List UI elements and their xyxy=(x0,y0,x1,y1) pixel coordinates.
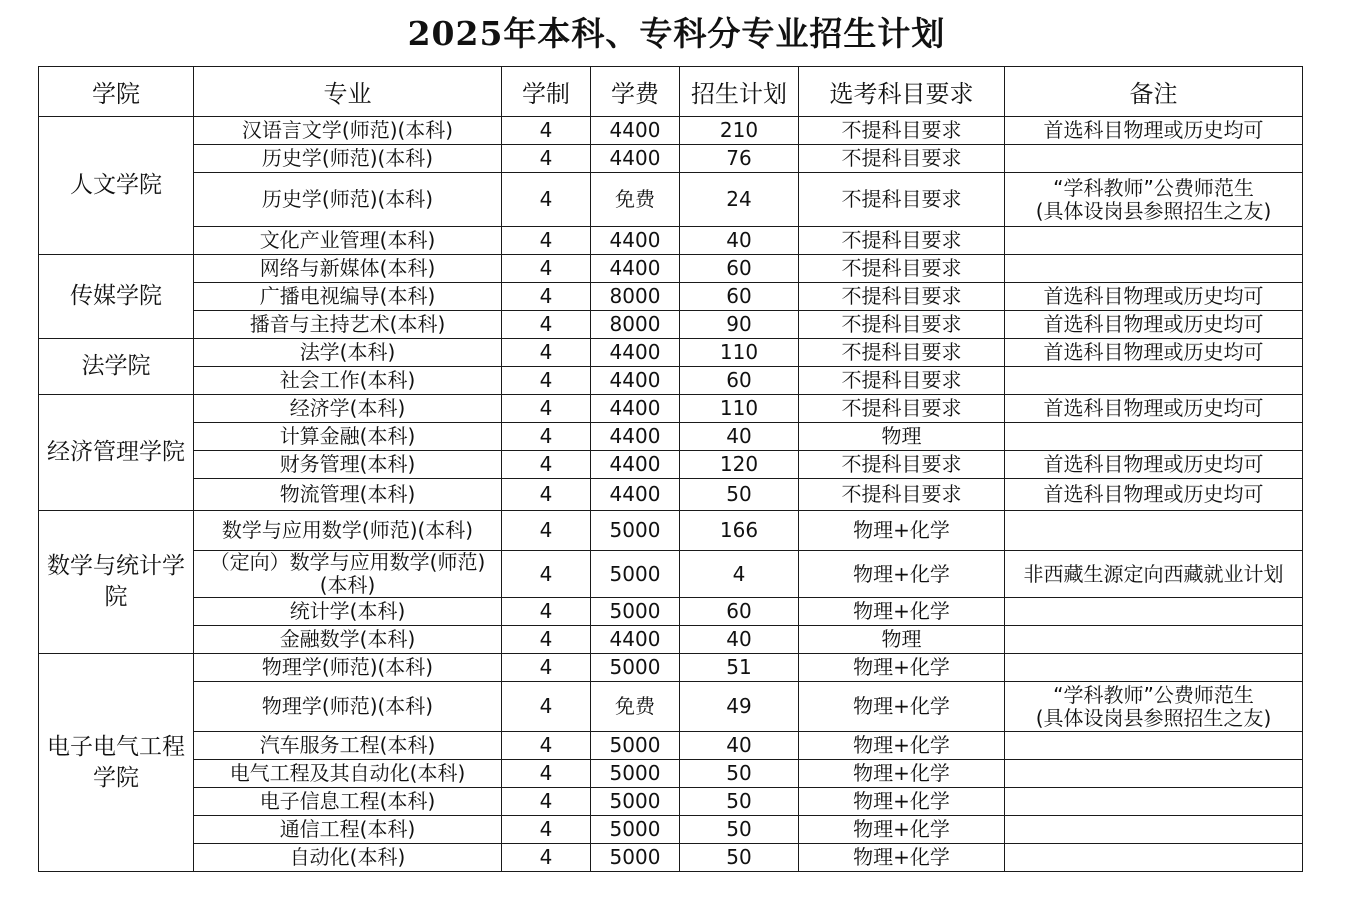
years-cell: 4 xyxy=(502,816,591,844)
header-quota: 招生计划 xyxy=(680,67,799,117)
note-cell xyxy=(1005,255,1303,283)
major-cell: 法学(本科) xyxy=(194,339,502,367)
note-cell xyxy=(1005,598,1303,626)
enrollment-plan-table xyxy=(38,66,1303,872)
note-cell xyxy=(1005,423,1303,451)
major-cell: 汽车服务工程(本科) xyxy=(194,732,502,760)
major-cell: 数学与应用数学(师范)(本科) xyxy=(194,511,502,551)
requirement-cell: 物理+化学 xyxy=(799,816,1005,844)
years-cell: 4 xyxy=(502,844,591,872)
table-row xyxy=(39,682,1303,732)
quota-cell: 60 xyxy=(680,255,799,283)
note-cell: 首选科目物理或历史均可 xyxy=(1005,451,1303,479)
major-cell: 播音与主持艺术(本科) xyxy=(194,311,502,339)
major-cell: 金融数学(本科) xyxy=(194,626,502,654)
note-cell: 首选科目物理或历史均可 xyxy=(1005,479,1303,511)
requirement-cell: 物理+化学 xyxy=(799,598,1005,626)
years-cell: 4 xyxy=(502,145,591,173)
table-row xyxy=(39,227,1303,255)
major-cell: 汉语言文学(师范)(本科) xyxy=(194,117,502,145)
note-cell: “学科教师”公费师范生 (具体设岗县参照招生之友) xyxy=(1005,173,1303,227)
fee-cell: 5000 xyxy=(591,654,680,682)
header-requirement: 选考科目要求 xyxy=(799,67,1005,117)
fee-cell: 5000 xyxy=(591,844,680,872)
requirement-cell: 不提科目要求 xyxy=(799,283,1005,311)
years-cell: 4 xyxy=(502,117,591,145)
table-row xyxy=(39,654,1303,682)
fee-cell: 5000 xyxy=(591,551,680,598)
fee-cell: 4400 xyxy=(591,117,680,145)
fee-cell: 4400 xyxy=(591,626,680,654)
years-cell: 4 xyxy=(502,423,591,451)
fee-cell: 免费 xyxy=(591,682,680,732)
years-cell: 4 xyxy=(502,395,591,423)
table-row xyxy=(39,598,1303,626)
years-cell: 4 xyxy=(502,654,591,682)
table-row xyxy=(39,479,1303,511)
fee-cell: 4400 xyxy=(591,451,680,479)
note-cell xyxy=(1005,760,1303,788)
requirement-cell: 物理 xyxy=(799,423,1005,451)
years-cell: 4 xyxy=(502,479,591,511)
quota-cell: 90 xyxy=(680,311,799,339)
table-row xyxy=(39,395,1303,423)
requirement-cell: 不提科目要求 xyxy=(799,479,1005,511)
header-years: 学制 xyxy=(502,67,591,117)
major-cell: （定向）数学与应用数学(师范)(本科) xyxy=(194,551,502,598)
requirement-cell: 不提科目要求 xyxy=(799,311,1005,339)
years-cell: 4 xyxy=(502,732,591,760)
quota-cell: 60 xyxy=(680,283,799,311)
major-cell: 电气工程及其自动化(本科) xyxy=(194,760,502,788)
header-major: 专业 xyxy=(194,67,502,117)
note-cell xyxy=(1005,626,1303,654)
years-cell: 4 xyxy=(502,367,591,395)
college-name: 法学院 xyxy=(39,339,194,395)
requirement-cell: 物理+化学 xyxy=(799,551,1005,598)
note-cell xyxy=(1005,511,1303,551)
quota-cell: 40 xyxy=(680,732,799,760)
fee-cell: 4400 xyxy=(591,145,680,173)
requirement-cell: 不提科目要求 xyxy=(799,117,1005,145)
fee-cell: 4400 xyxy=(591,339,680,367)
note-cell xyxy=(1005,816,1303,844)
years-cell: 4 xyxy=(502,311,591,339)
major-cell: 通信工程(本科) xyxy=(194,816,502,844)
table-row xyxy=(39,760,1303,788)
years-cell: 4 xyxy=(502,511,591,551)
fee-cell: 4400 xyxy=(591,479,680,511)
major-cell: 文化产业管理(本科) xyxy=(194,227,502,255)
quota-cell: 40 xyxy=(680,423,799,451)
table-row xyxy=(39,255,1303,283)
note-cell xyxy=(1005,844,1303,872)
quota-cell: 50 xyxy=(680,479,799,511)
fee-cell: 4400 xyxy=(591,423,680,451)
fee-cell: 4400 xyxy=(591,367,680,395)
requirement-cell: 不提科目要求 xyxy=(799,339,1005,367)
requirement-cell: 物理+化学 xyxy=(799,844,1005,872)
major-cell: 计算金融(本科) xyxy=(194,423,502,451)
table-row xyxy=(39,732,1303,760)
years-cell: 4 xyxy=(502,551,591,598)
requirement-cell: 不提科目要求 xyxy=(799,145,1005,173)
major-cell: 物理学(师范)(本科) xyxy=(194,654,502,682)
fee-cell: 8000 xyxy=(591,311,680,339)
note-cell xyxy=(1005,227,1303,255)
quota-cell: 50 xyxy=(680,816,799,844)
fee-cell: 5000 xyxy=(591,760,680,788)
major-cell: 电子信息工程(本科) xyxy=(194,788,502,816)
note-cell: 首选科目物理或历史均可 xyxy=(1005,395,1303,423)
college-name: 传媒学院 xyxy=(39,255,194,339)
quota-cell: 110 xyxy=(680,339,799,367)
note-cell: 首选科目物理或历史均可 xyxy=(1005,339,1303,367)
major-cell: 历史学(师范)(本科) xyxy=(194,173,502,227)
table-row xyxy=(39,511,1303,551)
page-title: 2025年本科、专科分专业招生计划 xyxy=(407,14,946,53)
quota-cell: 76 xyxy=(680,145,799,173)
header-row xyxy=(39,67,1303,117)
fee-cell: 5000 xyxy=(591,511,680,551)
fee-cell: 5000 xyxy=(591,732,680,760)
requirement-cell: 物理 xyxy=(799,626,1005,654)
years-cell: 4 xyxy=(502,227,591,255)
fee-cell: 5000 xyxy=(591,788,680,816)
quota-cell: 40 xyxy=(680,227,799,255)
years-cell: 4 xyxy=(502,283,591,311)
quota-cell: 24 xyxy=(680,173,799,227)
table-row xyxy=(39,339,1303,367)
years-cell: 4 xyxy=(502,682,591,732)
table-row xyxy=(39,451,1303,479)
header-note: 备注 xyxy=(1005,67,1303,117)
years-cell: 4 xyxy=(502,173,591,227)
table-row xyxy=(39,551,1303,598)
requirement-cell: 物理+化学 xyxy=(799,788,1005,816)
quota-cell: 4 xyxy=(680,551,799,598)
quota-cell: 51 xyxy=(680,654,799,682)
plan-body xyxy=(39,117,1303,872)
major-cell: 财务管理(本科) xyxy=(194,451,502,479)
major-cell: 经济学(本科) xyxy=(194,395,502,423)
note-cell: 非西藏生源定向西藏就业计划 xyxy=(1005,551,1303,598)
table-row xyxy=(39,367,1303,395)
fee-cell: 4400 xyxy=(591,255,680,283)
major-cell: 网络与新媒体(本科) xyxy=(194,255,502,283)
requirement-cell: 不提科目要求 xyxy=(799,255,1005,283)
table-row xyxy=(39,788,1303,816)
note-cell xyxy=(1005,788,1303,816)
requirement-cell: 物理+化学 xyxy=(799,732,1005,760)
requirement-cell: 不提科目要求 xyxy=(799,451,1005,479)
table-row xyxy=(39,626,1303,654)
table-row xyxy=(39,844,1303,872)
requirement-cell: 物理+化学 xyxy=(799,760,1005,788)
quota-cell: 110 xyxy=(680,395,799,423)
requirement-cell: 不提科目要求 xyxy=(799,173,1005,227)
years-cell: 4 xyxy=(502,598,591,626)
header-college: 学院 xyxy=(39,67,194,117)
table-row xyxy=(39,145,1303,173)
years-cell: 4 xyxy=(502,451,591,479)
years-cell: 4 xyxy=(502,760,591,788)
fee-cell: 4400 xyxy=(591,395,680,423)
years-cell: 4 xyxy=(502,255,591,283)
major-cell: 物流管理(本科) xyxy=(194,479,502,511)
quota-cell: 120 xyxy=(680,451,799,479)
note-cell: 首选科目物理或历史均可 xyxy=(1005,117,1303,145)
requirement-cell: 物理+化学 xyxy=(799,511,1005,551)
table-row xyxy=(39,173,1303,227)
note-cell xyxy=(1005,145,1303,173)
requirement-cell: 物理+化学 xyxy=(799,682,1005,732)
quota-cell: 40 xyxy=(680,626,799,654)
table-row xyxy=(39,283,1303,311)
major-cell: 自动化(本科) xyxy=(194,844,502,872)
requirement-cell: 物理+化学 xyxy=(799,654,1005,682)
major-cell: 广播电视编导(本科) xyxy=(194,283,502,311)
major-cell: 社会工作(本科) xyxy=(194,367,502,395)
quota-cell: 50 xyxy=(680,788,799,816)
quota-cell: 49 xyxy=(680,682,799,732)
fee-cell: 5000 xyxy=(591,598,680,626)
note-cell xyxy=(1005,654,1303,682)
note-cell xyxy=(1005,732,1303,760)
requirement-cell: 不提科目要求 xyxy=(799,227,1005,255)
fee-cell: 4400 xyxy=(591,227,680,255)
college-name: 人文学院 xyxy=(39,117,194,255)
quota-cell: 50 xyxy=(680,760,799,788)
note-cell: 首选科目物理或历史均可 xyxy=(1005,311,1303,339)
header-fee: 学费 xyxy=(591,67,680,117)
note-cell xyxy=(1005,367,1303,395)
table-row xyxy=(39,816,1303,844)
table-row xyxy=(39,423,1303,451)
college-name: 经济管理学院 xyxy=(39,395,194,511)
major-cell: 历史学(师范)(本科) xyxy=(194,145,502,173)
quota-cell: 60 xyxy=(680,367,799,395)
years-cell: 4 xyxy=(502,339,591,367)
fee-cell: 8000 xyxy=(591,283,680,311)
major-cell: 统计学(本科) xyxy=(194,598,502,626)
quota-cell: 60 xyxy=(680,598,799,626)
requirement-cell: 不提科目要求 xyxy=(799,395,1005,423)
note-cell: “学科教师”公费师范生 (具体设岗县参照招生之友) xyxy=(1005,682,1303,732)
years-cell: 4 xyxy=(502,788,591,816)
table-row xyxy=(39,311,1303,339)
years-cell: 4 xyxy=(502,626,591,654)
college-name: 数学与统计学院 xyxy=(39,511,194,654)
quota-cell: 50 xyxy=(680,844,799,872)
note-cell: 首选科目物理或历史均可 xyxy=(1005,283,1303,311)
table-row xyxy=(39,117,1303,145)
college-name: 电子电气工程学院 xyxy=(39,654,194,872)
major-cell: 物理学(师范)(本科) xyxy=(194,682,502,732)
quota-cell: 166 xyxy=(680,511,799,551)
fee-cell: 5000 xyxy=(591,816,680,844)
requirement-cell: 不提科目要求 xyxy=(799,367,1005,395)
fee-cell: 免费 xyxy=(591,173,680,227)
quota-cell: 210 xyxy=(680,117,799,145)
